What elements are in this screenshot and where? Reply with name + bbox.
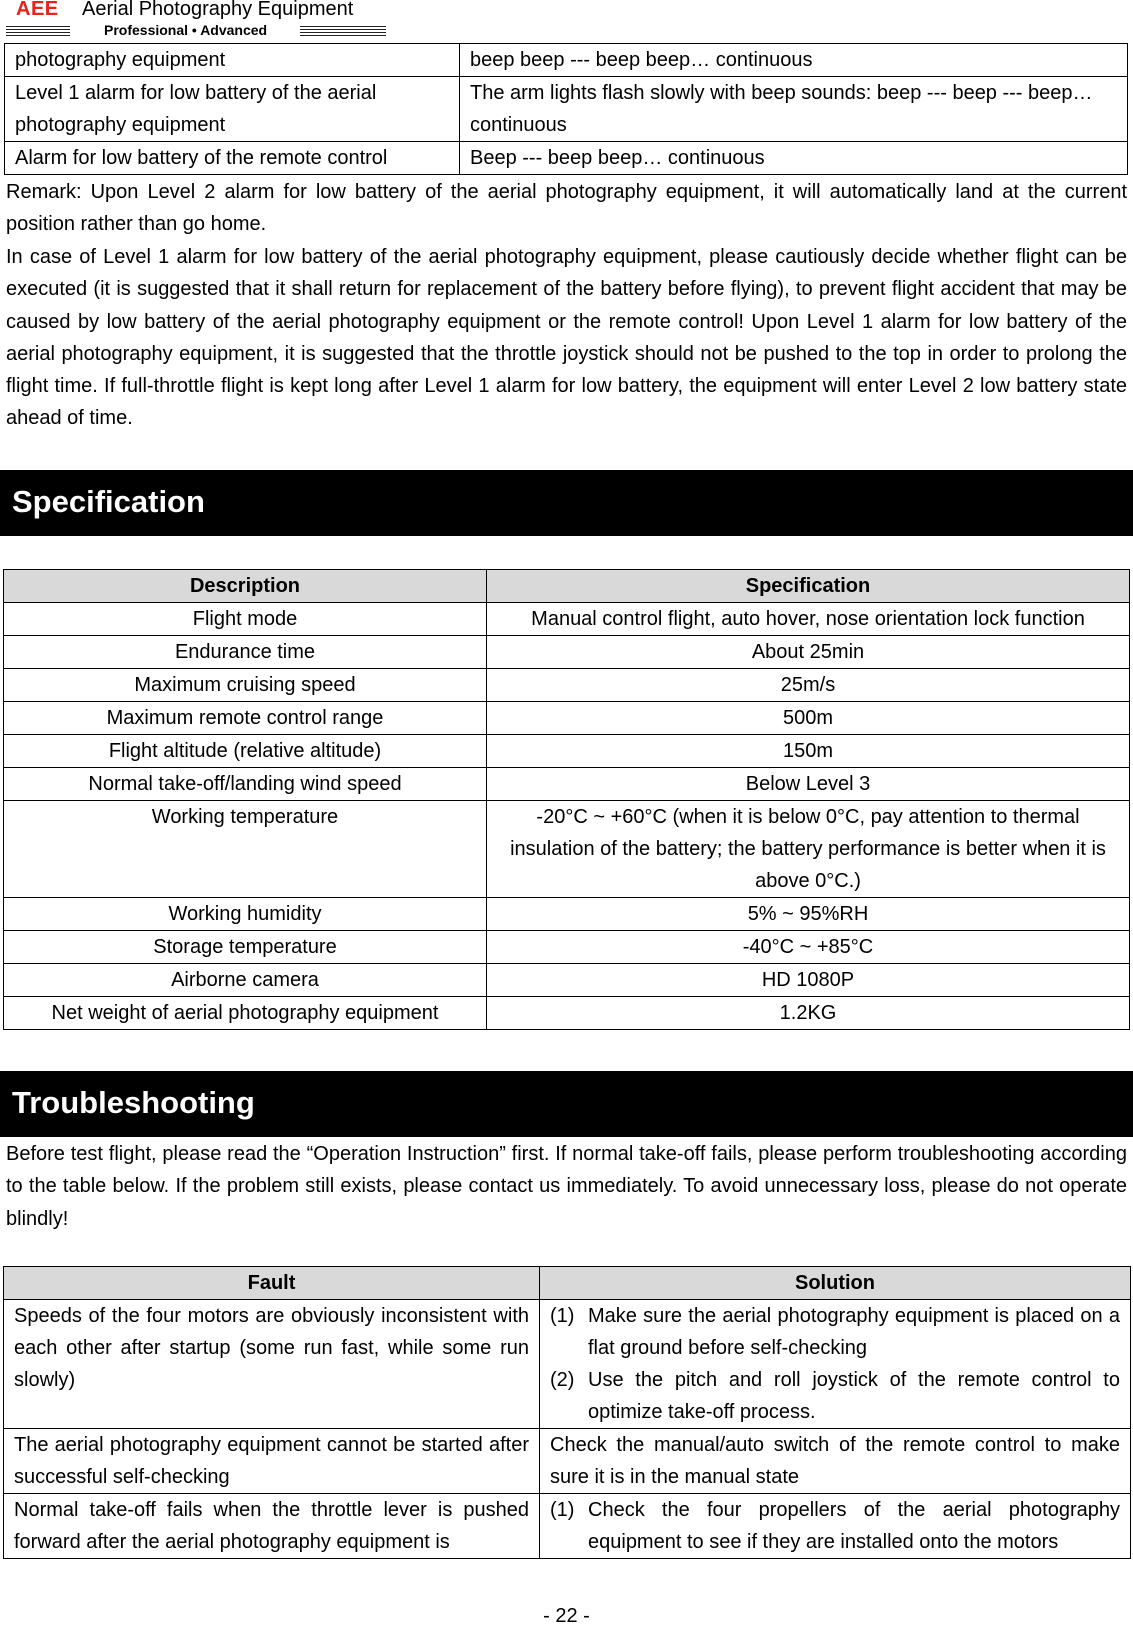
table-row bbox=[4, 636, 1130, 669]
table-row bbox=[5, 77, 1128, 142]
section-title: Specification bbox=[12, 484, 205, 519]
spec-description: Flight altitude (relative altitude) bbox=[4, 735, 487, 768]
table-row bbox=[4, 669, 1130, 702]
decorative-lines-right bbox=[300, 26, 386, 38]
spec-description: Maximum cruising speed bbox=[4, 669, 487, 702]
spec-value: HD 1080P bbox=[487, 964, 1130, 997]
remark-paragraph: Remark: Upon Level 2 alarm for low battery of the aerial photography equipment, it will automatically land at the current position rather than go home. bbox=[6, 181, 1127, 236]
table-row bbox=[5, 44, 1128, 77]
spec-value: About 25min bbox=[487, 636, 1130, 669]
battery-advice-paragraph: In case of Level 1 alarm for low battery of the aerial photography equipment, please cautiously decide whether flight can be executed (it is suggested that it shall return for replacement of the battery before flying), to prevent flight accident that may be caused by low battery of the aerial photography equipment or the remote control! Upon Level 1 alarm for low battery of the aerial photography equipment, it is suggested that the throttle joystick should not be pushed to the top in order to prolong the flight time. If full-throttle flight is kept long after Level 1 alarm for low battery, the equipment will enter Level 2 low battery state ahead of time. bbox=[6, 246, 1127, 430]
spec-value: 25m/s bbox=[487, 669, 1130, 702]
spec-description: Net weight of aerial photography equipment bbox=[4, 997, 487, 1030]
table-row bbox=[5, 142, 1128, 175]
solution-cell bbox=[540, 1300, 1131, 1429]
fault-cell: Speeds of the four motors are obviously inconsistent with each other after startup (some run fast, while some run slowly) bbox=[4, 1300, 540, 1429]
solution-cell bbox=[540, 1494, 1131, 1559]
spec-description: Endurance time bbox=[4, 636, 487, 669]
brand-logo: AEE bbox=[16, 0, 59, 20]
page-number: - 22 - bbox=[543, 1605, 590, 1627]
header-title: Aerial Photography Equipment bbox=[82, 0, 354, 20]
table-row bbox=[4, 931, 1130, 964]
solution-item bbox=[550, 1494, 1120, 1558]
column-header: Specification bbox=[487, 570, 1130, 603]
table-row bbox=[4, 768, 1130, 801]
troubleshooting-intro: Before test flight, please read the “Operation Instruction” first. If normal take-off fails, please perform troubleshooting according to the table below. If the problem still exists, please contact us immediately. To avoid unnecessary loss, please do not operate blindly! bbox=[6, 1143, 1127, 1230]
section-header-specification bbox=[0, 470, 1133, 536]
section-header-troubleshooting bbox=[0, 1071, 1133, 1137]
spec-value: 150m bbox=[487, 735, 1130, 768]
alarm-cell: photography equipment bbox=[5, 44, 460, 77]
spec-description: Flight mode bbox=[4, 603, 487, 636]
spec-description: Working temperature bbox=[4, 801, 487, 898]
alarm-cell: beep beep --- beep beep… continuous bbox=[460, 44, 1128, 77]
decorative-lines-left bbox=[6, 26, 70, 38]
spec-value: 1.2KG bbox=[487, 997, 1130, 1030]
alarm-table bbox=[4, 43, 1128, 175]
header-subtitle: Professional • Advanced bbox=[104, 22, 268, 38]
table-row bbox=[4, 1429, 1131, 1494]
spec-value: 500m bbox=[487, 702, 1130, 735]
table-row bbox=[4, 1494, 1131, 1559]
alarm-cell: The arm lights flash slowly with beep sounds: beep --- beep --- beep… continuous bbox=[460, 77, 1128, 142]
spec-description: Airborne camera bbox=[4, 964, 487, 997]
table-row bbox=[4, 735, 1130, 768]
solution-text: Make sure the aerial photography equipment is placed on a flat ground before self-checking bbox=[588, 1305, 1120, 1359]
specification-table bbox=[3, 569, 1130, 1030]
solution-cell: Check the manual/auto switch of the remote control to make sure it is in the manual state bbox=[540, 1429, 1131, 1494]
solution-number: (2) bbox=[550, 1369, 575, 1391]
table-header-row bbox=[4, 570, 1130, 603]
table-row bbox=[4, 1300, 1131, 1429]
column-header: Description bbox=[4, 570, 487, 603]
spec-description: Maximum remote control range bbox=[4, 702, 487, 735]
spec-value: -40°C ~ +85°C bbox=[487, 931, 1130, 964]
spec-value: 5% ~ 95%RH bbox=[487, 898, 1130, 931]
solution-item bbox=[550, 1300, 1120, 1364]
table-row bbox=[4, 702, 1130, 735]
fault-cell: Normal take-off fails when the throttle lever is pushed forward after the aerial photography equipment is bbox=[4, 1494, 540, 1559]
alarm-cell: Beep --- beep beep… continuous bbox=[460, 142, 1128, 175]
page-header bbox=[6, 0, 386, 42]
spec-value: Manual control flight, auto hover, nose orientation lock function bbox=[487, 603, 1130, 636]
alarm-cell: Level 1 alarm for low battery of the aerial photography equipment bbox=[5, 77, 460, 142]
solution-number: (1) bbox=[550, 1305, 575, 1327]
table-header-row bbox=[4, 1267, 1131, 1300]
spec-description: Normal take-off/landing wind speed bbox=[4, 768, 487, 801]
alarm-cell: Alarm for low battery of the remote control bbox=[5, 142, 460, 175]
fault-cell: The aerial photography equipment cannot be started after successful self-checking bbox=[4, 1429, 540, 1494]
table-row bbox=[4, 964, 1130, 997]
column-header: Solution bbox=[540, 1267, 1131, 1300]
section-title: Troubleshooting bbox=[12, 1085, 255, 1120]
header-subtitle-bar bbox=[6, 22, 386, 40]
spec-value: Below Level 3 bbox=[487, 768, 1130, 801]
solution-text: Use the pitch and roll joystick of the remote control to optimize take-off process. bbox=[588, 1369, 1120, 1423]
table-row bbox=[4, 603, 1130, 636]
table-row bbox=[4, 898, 1130, 931]
table-row bbox=[4, 801, 1130, 898]
troubleshooting-table bbox=[3, 1266, 1131, 1559]
spec-description: Storage temperature bbox=[4, 931, 487, 964]
table-row bbox=[4, 997, 1130, 1030]
spec-description: Working humidity bbox=[4, 898, 487, 931]
column-header: Fault bbox=[4, 1267, 540, 1300]
spec-value: -20°C ~ +60°C (when it is below 0°C, pay attention to thermal insulation of the battery; the battery performance is better when it is above 0°C.) bbox=[487, 801, 1130, 898]
solution-item bbox=[550, 1364, 1120, 1428]
solution-text: Check the four propellers of the aerial photography equipment to see if they are installed onto the motors bbox=[588, 1499, 1120, 1553]
solution-number: (1) bbox=[550, 1499, 575, 1521]
